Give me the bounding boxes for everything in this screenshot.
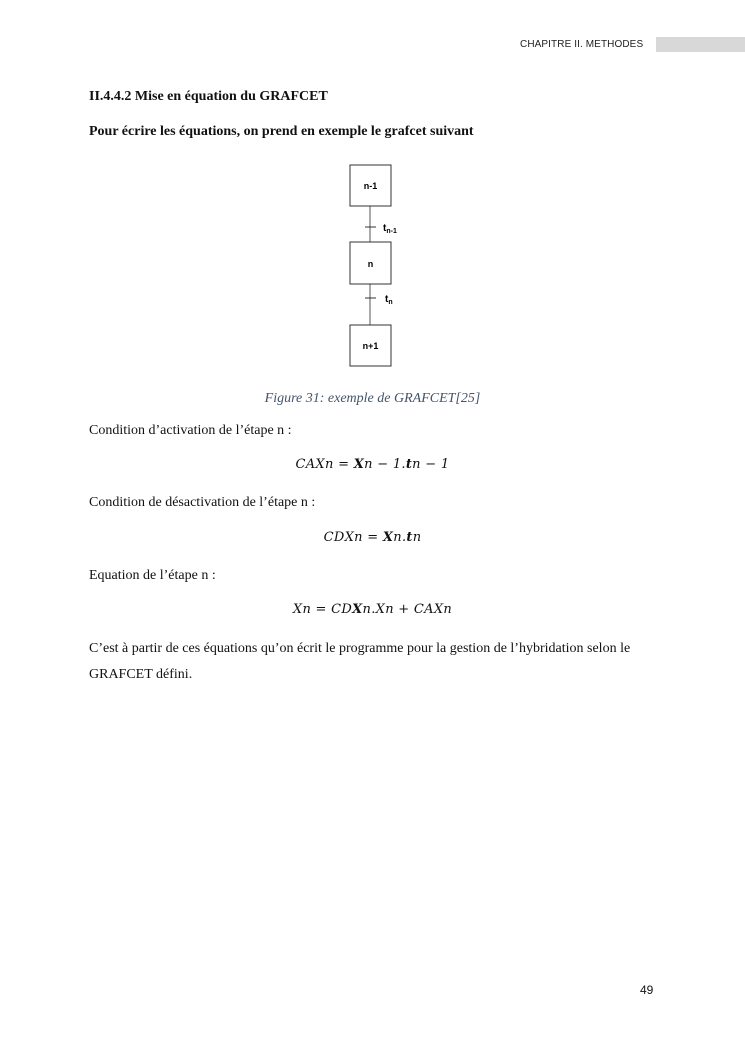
header-bar xyxy=(656,37,745,52)
transition-sub-2: n xyxy=(388,299,393,306)
page-number: 49 xyxy=(640,983,654,997)
eq-bold-t: t xyxy=(406,530,413,545)
transition-label-2: $t_n$ xyxy=(385,294,393,306)
intro-text: Pour écrire les équations, on prend en exemple le grafcet suivant xyxy=(89,124,474,139)
eq-bold-x: X xyxy=(353,457,365,472)
figure-caption: Figure 31: exemple de GRAFCET[25] xyxy=(264,391,481,406)
activation-equation: CAXn = Xn − 1.tn − 1 xyxy=(295,457,450,472)
deactivation-equation: CDXn = Xn.tn xyxy=(323,530,422,545)
transition-sub-1: n-1 xyxy=(386,228,397,235)
step-equation-label: Equation de l’étape n : xyxy=(89,568,216,583)
running-header: CHAPITRE II. METHODES xyxy=(520,39,644,50)
eq-bold-x: X xyxy=(352,602,363,617)
step-label-2: n xyxy=(367,259,374,269)
grafcet-diagram xyxy=(330,160,420,370)
step-equation: Xn = CDXn.Xn + CAXn xyxy=(292,602,453,617)
activation-label: Condition d’activation de l’étape n : xyxy=(89,423,292,438)
transition-label-1: $t_{n-1}$ xyxy=(383,223,397,235)
deactivation-label: Condition de désactivation de l’étape n : xyxy=(89,495,316,510)
eq-bold-x: X xyxy=(382,530,394,545)
step-label-1: n-1 xyxy=(363,181,378,191)
conclusion-paragraph: C’est à partir de ces équations qu’on écrit le programme pour la gestion de l’hybridation selon le GRAFCET défini. xyxy=(89,641,631,682)
section-title: II.4.4.2 Mise en équation du GRAFCET xyxy=(89,89,328,104)
step-label-3: n+1 xyxy=(362,341,379,351)
eq-bold-t: t xyxy=(405,457,413,472)
